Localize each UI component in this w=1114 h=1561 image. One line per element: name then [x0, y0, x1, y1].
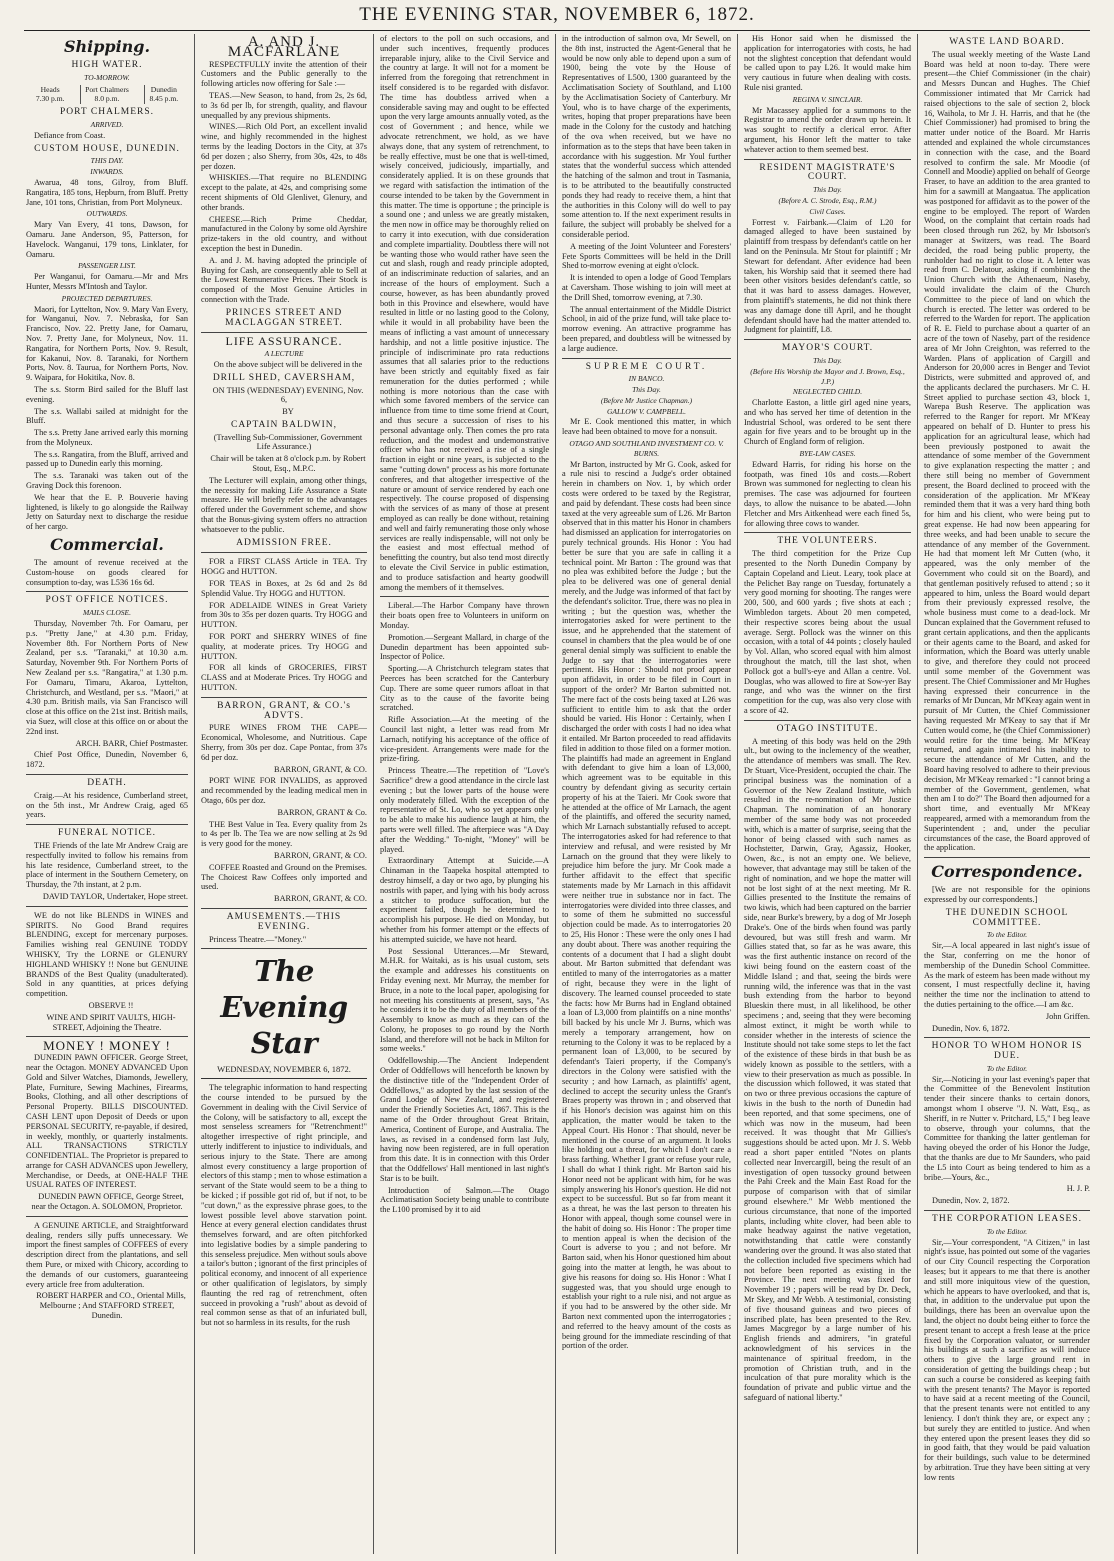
cape-signature: BARRON, GRANT, & CO.: [274, 764, 367, 774]
byelaw-label: BYE-LAW CASES.: [799, 449, 856, 459]
death-heading: DEATH.: [87, 778, 127, 788]
princes-street-label: PRINCES STREET AND MACLAGGAN STREET.: [225, 307, 343, 328]
post-office-date: Chief Post Office, Dunedin, November 6, 1872.: [26, 750, 188, 770]
tea-signature: BARRON, GRANT, & CO.: [274, 850, 367, 860]
port-chalmers-heading: PORT CHALMERS.: [59, 107, 155, 118]
rm-court-heading: RESIDENT MAGISTRATE'S COURT.: [759, 162, 896, 183]
divider: [201, 552, 367, 553]
drill-shed-label: DRILL SHED, CAVERSHAM,: [212, 372, 356, 383]
mayors-court-heading: MAYOR'S COURT.: [781, 343, 874, 354]
case-text: Mr Macassey applied for a summons to the Registrar to amend the order drawn up herein. It was sought to rectify a clerical error. After argument, his Honor left the matter to take whatever action to them seemed best.: [744, 105, 911, 154]
waste-land-heading: WASTE LAND BOARD.: [949, 37, 1065, 47]
otago-institute-heading: OTAGO INSTITUTE.: [776, 723, 879, 734]
coffee-advert: COFFEE Roasted and Ground on the Premises. The Choicest Raw Coffees only imported and used.: [201, 862, 367, 892]
masthead-rule: [24, 30, 1090, 31]
masthead: THE EVENING STAR, NOVEMBER 6, 1872.: [359, 4, 755, 25]
money-heading: MONEY ! MONEY !: [43, 1038, 171, 1054]
column-2: [201, 34, 367, 1554]
shipping-news: We hear that the E. P. Bouverie having lightened, is likely to go alongside the Railway Jetty on Saturday next to discharge the residue of her cargo.: [26, 492, 188, 532]
this-day-label: This Day.: [813, 185, 842, 195]
death-text: Craig.—At his residence, Cumberland street, on the 5th inst., Mr Andrew Craig, aged 65 years.: [26, 790, 188, 820]
post-office-signature: ARCH. BARR, Chief Postmaster.: [75, 738, 188, 748]
to-editor-label: To the Editor.: [986, 1063, 1028, 1073]
column-divider: [555, 34, 556, 1554]
shipping-news: The s.s. Rangatira, from the Bluff, arrived and passed up to Dunedin early this morning.: [26, 449, 188, 469]
shipping-news: The s.s. Storm Bird sailed for the Bluff last evening.: [26, 384, 188, 404]
pawn-advert: DUNEDIN PAWN OFFICER. George Street, near the Octagon. MONEY ADVANCED Upon Gold and Silver Watches, Diamonds, Jewellery, Plate, Furniture, Sewing Machines, Firearms, Books, Clothing, and all other descriptions of Personal Property. BILLS DISCOUNTED. CASH LENT upon Deposit of Deeds or upon PERSONAL SECURITY, re-payable, if desired, in weekly, monthly, or quarterly instalments. ALL TRANSACTIONS STRICTLY CONFIDENTIAL. The Proprietor is prepared to arrange for CASH ADVANCES upon Jewellery, Merchandise, or Deeds, at ONE-HALF THE USUAL RATES OF INTEREST.: [26, 1053, 188, 1190]
local-news: Sporting.—A Christchurch telegram states that Peerces has been scratched for the Canterbury Cup. There are some queer rumors afloat in that City as to the cause of the favorite being scratched.: [380, 664, 549, 713]
case-title: OTAGO AND SOUTHLAND INVESTMENT CO. V. BURNS.: [569, 439, 724, 458]
leader-continued: of electors to the poll on such occasions, and under such incentives, frequently produces irreparable injury, alike to the Civil Service and the country at large. It will not for a moment be inferred from the foregoing that retrenchment in itself considered is to be regarded with disfavor. The time has doubtless arrived when a considerable saving may and ought to be effected upon the very large amounts annually voted, as the cost of Government ; and hence, while we advocate retrenchment, we hold, as we have always done, that any system of retrenchment, to be really effective, must be one that is well-timed, wisely conceived, judiciously, impartially, and considerately applied. It is on these grounds that we regard with satisfaction the intimation of the course intended to be taken by the Government in this matter. The time is opportune ; the principle is a sound one ; and unless we are greatly mistaken, the men now in office may be thoroughly relied on to carry it into execution, with due consideration and complete impartiality. Doubtless there will not be wanting those who would rather have seen the cut and slash, rough and ready principle adopted, of an indiscriminate reduction of salaries, and an increase of the hours of employment. Such a course, however, as has been abundantly proved both in this Province and elsewhere, would have resulted in little or no lasting good to the Colony, while it would in all probability have been the means of inflicting a vast amount of unnecessary hardship, and not a little positive injustice. The principle of indiscriminate pro rata reductions assumes that all salaries prior to the reductions have been strictly and equitably fixed as fair remuneration for the duties performed ; while nothing is more notorious than the case with which some favored members of the service can influence from time to time some friend at Court, and thus secure a succession of rises to his personal advantage only. Then comes the pro rata reduction, and the modest and undemonstrative officer who has not received a rise of a single fraction in eight or nine years, is subjected to the same "cutting down" process as his more fortunate confreres, and that altogether irrespective of the nature or amount of service rendered by each one respectively. The course proposed of dispensing with the services of as many of those at present employed as can really be done without, retaining and well and fairly remunerating those only whose services are really indispensable, will not only be the easiest and most effectual method of benefitting the country, but also tend most directly to elevate the Civil Service in public estimation, and to produce satisfaction and hearty goodwill among the members of it themselves.: [380, 34, 549, 592]
shipping-heading: Shipping.: [63, 37, 151, 56]
case-title: GALLOW V. CAMPBELL.: [606, 406, 687, 416]
tide-table: [26, 85, 188, 105]
high-water-heading: HIGH WATER.: [71, 60, 143, 70]
commercial-text: The amount of revenue received at the Custom-house on goods cleared for consumption to-day, was L536 16s 6d.: [26, 558, 188, 587]
correspondence-heading: Correspondence.: [931, 862, 1083, 882]
post-office-text: Thursday, November 7th. For Oamaru, per p.s. "Pretty Jane," at 4.30 p.m. Friday, November 8th. For Northern Ports of New Zealand, per s.s. "Taranaki," at 10.30 a.m. Saturday, November 9th. For Northern Ports of New Zealand per s.s. "Rangatira," at 1.30 p.m. For Oamaru, Timaru, Akaroa, Lyttelton, Christchurch, and Westland, per s.s. "Maori," at 4.30 p.m. British mails, via San Francisco will close at this office on the 21st inst. British mails, via Suez, will close at this office on or about the 22nd inst.: [26, 619, 188, 736]
column-3: [380, 34, 549, 1554]
civil-text: Forrest v. Fairbank.—Claim of L20 for damaged alleged to have been sustained by plaintiff from trespass by defendant's cattle on her land on the Peninsula. Mr Stout for plaintiff ; Mr Stewart for defendant. After evidence had been taken, his Worship said that it seemed there had been other visitors besides defendant's cattle, so that it was hard to assess damages. However, from plaintiff's statements, he did not think there was any damage done till April, and he thought defendant should have had the matter attended to. Judgment for plaintiff, L8.: [744, 217, 911, 335]
local-news: Introduction of Salmon.—The Otago Acclimatisation Society being unable to contribute the L100 promised by it to aid: [380, 1185, 549, 1215]
supreme-court-heading: SUPREME COURT.: [585, 361, 708, 372]
case-text: Mr E. Cook mentioned this matter, in which leave had been obtained to move for a nonsuit.: [562, 417, 731, 437]
divider: [924, 857, 1090, 858]
admission-label: ADMISSION FREE.: [236, 537, 332, 548]
divider: [562, 358, 731, 359]
neglected-label: NEGLECTED CHILD.: [792, 387, 863, 397]
case-text: Mr Barton, instructed by Mr G. Cook, asked for a rule nisi to rescind a Judge's order obtained herein in chambers on Nov. 1, by which order costs were ordered to be taxed by the Registrar, and paid by defendant. These costs had been since taxed at the very agreeable sum of L26. Mr Barton observed that in this matter his Honor in chambers had dismissed an application for interrogatories on purely technical grounds. His Honor : You had better be sure that you are safe in calling it a technical point. Mr Barton : The ground was that no plea was exhibited before the Judge ; but the plea to be delivered was one of general denial merely, and the Judge was informed of that fact by the defendant's solicitor. True, there was no plea in writing ; but the question was, whether the interrogatories asked for were pertinent to the issue, and he apprehended that the statement of counsel in chambers that the plea would be of one general denial simply was sufficient to enable the Judge to say that the interrogatories were pertinent. His Honor : Should not proof appear upon affidavit, in order to be filed in Court in support of the order? Mr Barton submitted not. The mere fact of the costs being taxed at L26 was sufficient to entitle him to ask that the order should be varied. His Honor : Certainly, when I discharged the order with costs I had no idea what it entailed. Mr Barton proceeded to read affidavits filed in addition to those filed on a former motion. The plaintiffs had made an agreement in England with defendant to give him a loan of L3,000, which agreement was to be equitable in this country by defendant giving as security certain property of his at the Taieri. Mr Cook swore that he attended at the office of Mr Larnach, the agent of the plaintiffs, and offered the security named, which Mr Larnach substantially refused to accept. The interrogatories asked for had reference to that interview and refusal, and were resisted by Mr Larnach on the ground that they were likely to prejudice him before the jury. Mr Cook made a further affidavit to the effect that specific statements made by Mr Larnach in this affidavit were neither true in substance nor in fact. The interrogatories were divided into three classes, and to some of them he submitted no successful objection could be made. As to interrogatories 20 to 25, His Honor : These were the only ones I had any doubt about. There was another requiring the contents of a document that I had a slight doubt about. Mr Barton submitted that defendant was entitled to many of the interrogatories as a matter of right, because they were in the light of discovery. The learned counsel proceeded to state the facts: how Mr Burns had in England obtained a loan of L3,000 from plaintiffs on a nine months' bill backed by his uncle Mr J. Burns, which was merely a temporary arrangement, how on returning to the Colony it was to be replaced by a permanent loan of L3,000, to be secured by defendant's Taieri property, if the Company's directors in the Colony were satisfied with the security ; and how Larnach, as plaintiffs' agent, declined to accept the security unless the Grant's Braes property was thrown in ; and observed that if his Honor's decision was against him on this application, the matter would be taken to the Appeal Court. His Honor : That should, never be mentioned in the course of an argument. It looks like holding out a threat, for which I don't care a brass farthing. Whether I grant or refuse your rule, I shall do what I think right. Mr Barton said his Honor need not be applicant with him, for he was simply answering his Honor's question. He did not expect to be successful. But so far from meant it as a threat, he was the last person to threaten his Honor with appeal, though some counsel were in the habit of doing so. His Honor : The proper time to mention appeal is when the decision of the Court is adverse to you ; and not before. Mr Barton said, when his Honor questioned him about going into the matter at length, he was about to give his reasons for doing so. His Honor : What I suggested was, that you should urge enough to establish your right to a rule nisi, and not argue as if you had to be answered by the other side. Mr Barton next commented upon the interrogatories ; and referred to the heavy amount of the costs as being ground for the immediate rescinding of that portion of the order.: [562, 459, 731, 1351]
tide-cell: Heads 7.30 p.m.: [35, 84, 65, 104]
correspondence-note: [We are not responsible for the opinions expressed by our correspondents.]: [924, 885, 1090, 904]
divider: [26, 906, 188, 907]
funeral-heading: FUNERAL NOTICE.: [57, 828, 157, 839]
outwards-label: OUTWARDS.: [86, 209, 128, 219]
letter-heading: THE CORPORATION LEASES.: [932, 1214, 1082, 1225]
local-news: Post Sessional Utterances.—Mr Steward, M.H.R. for Waitaki, as is his usual custom, sets the example and addresses his constituents on Friday evening next. Mr Murray, the member for Bruce, in a note to the local paper, apologising for not meeting his constituents at present, says, "As he considers it to be the duty of all members of the Assembly to know as much as they can of the Colony, he proposes to go round by the North Island, and therefore will not be back in Milton for some weeks.": [380, 946, 549, 1054]
amusements-heading: AMUSEMENTS.—THIS EVENING.: [226, 911, 342, 932]
column-divider: [737, 34, 738, 1554]
blends-advert: WE do not like BLENDS in WINES and SPIRITS. No Good Brand requires BLENDING, except for mercenary purposes. Families wishing real GENUINE TODDY WHISKY, Try the LORNE or GLENURY HIGHLAND WHISKY !! None but GENUINE BRANDS of the Best Quality (unadulterated). Sold in any quantities, at prices defying competition.: [26, 910, 188, 999]
divider: [744, 720, 911, 721]
letter-text: Sir,—A local appeared in last night's issue of the Star, conferring on me the honor of membership of the Dunedin School Committee. As the mark of esteem has been made without my consent, I must respectfully decline it, having neither the time nor the inclination to attend to the duties pertaining to the office.—I am &c.: [924, 941, 1090, 1009]
before-label: (Before His Worship the Mayor and J. Brown, Esq., J.P.): [750, 366, 905, 386]
otago-institute-text: A meeting of this body was held on the 29th ult., but owing to the inclemency of the weather, the attendance of members was small. The Rev. Dr Stuart, Vice-President, occupied the chair. The principal business was the nomination of a Governor of the New Zealand Institute, which resulted in the re-nomination of Mr Justice Chapman. The nomination of an honorary member of the same body was not proceeded with, which is a matter of surprise, seeing that the honor of being classed with such names as Hochstetter, Darwin, Gray, Agassiz, Hooker, Owen, &c., is not an empty one. We believe, however, that advantage may still be taken of the right of nomination, and we hope the matter will not be lost sight of at the next meeting. Mr R. Gillies presented to the Institute the remains of two kiwis, which had been captured on the barrier side, near Burke's brewery, by a dog of Mr Joseph Drake's. One of the birds when found was partly devoured, but was still fresh and warm. Mr Gillies stated that, so far as he was aware, this was the first authentic instance on record of the kiwi being found on the eastern coast of the Middle Island ; and that, seeing the birds were running wild, the inference was that in the vast bush extending from the harbor to beyond Blueskin there must, in all likelihood, be other specimens ; and, seeing that they were becoming almost extinct, it might be worth while to consider whether in the interests of science the Institute should not take some steps to let the fact of the existence of these birds in that bush be as widely known as possible to the settlers, with a view to their preservation as much as possible. In the discussion which followed, it was stated that on two or three previous occasions the capture of kiwis in the bush to the north of Dunedin had been reported, and that some specimens, one of which was now in the museum, had been received. It was thought that Mr Gillies's suggestions should be acted upon. Mr J. S. Webb read a short paper entitled "Notes on plants collected near Invercargill, being the result of an investigation of open tussocky ground between the Pahi Creek and the Main East Road for the purpose of comparison with that of similar ground elsewhere." Mr Webb mentioned the curious circumstance, that none of the imported plants, including white clover, had been able to make headway against the native vegetation, notwithstanding that cattle were constantly wandering over the ground. It was also stated that the collection included five specimens which had not before been reported as existing in the Province. The next meeting was fixed for November 19 ; papers will be read by Dr. Deck, Mr Skey, and Mr Webb. A testimonial, consisting of five thousand guineas and two pieces of inscribed plate, has been presented to the Rev. James Macgregor by a large number of his English friends and admirers, "in grateful acknowledgment of his services in the maintenance of spiritual freedom, in the promotion of Christian truth, and in the inculcation of that pure morality which is the foundation of private and public virtue and the safeguard of national liberty.": [744, 736, 911, 1402]
letter-heading: HONOR TO WHOM HONOR IS DUE.: [931, 1041, 1083, 1062]
local-news: Oddfellowship.—The Ancient Independent Order of Oddfellows will henceforth be known by the distinctive title of the "Independent Order of Oddfellows," as adopted by the last session of the Grand Lodge of New Zealand, and registered under the Friendly Societies Act, 1867. This is the name of the Order throughout Great Britain, America, Continent of Europe, and Australia. The laws, as revised in a condensed form last July, having now been registered, are in full operation from this date. It is in connection with this Order that the Oddfellows' Hall mentioned in last night's Star is to be built.: [380, 1056, 549, 1183]
passenger-label: PASSENGER LIST.: [78, 261, 136, 271]
middle-district-text: The annual entertainment of the Middle District School, in aid of the prize fund, will take place to-morrow evening. An attractive programme has been prepared, and doubtless will be witnessed by a large audience.: [562, 304, 731, 353]
by-label: BY: [282, 407, 294, 417]
barron-heading: BARRON, GRANT, & CO.'s ADVTS.: [217, 700, 351, 721]
divider: [201, 332, 367, 333]
letter-heading: THE DUNEDIN SCHOOL COMMITTEE.: [945, 907, 1069, 928]
hogg-hutton-advert: FOR a FIRST CLASS Article in TEA. Try HOGG and HUTTON.: [201, 557, 367, 577]
coffee-signature: BARRON, GRANT, & CO.: [274, 894, 367, 904]
chair-text: Chair will be taken at 8 o'clock p.m. by Robert Stout, Esq., M.P.C.: [210, 454, 366, 474]
waste-land-text: The usual weekly meeting of the Waste Land Board was held at noon to-day. There were present—the Chief Commissioner (in the chair) and Messrs Duncan and Hughes. The Chief Commissioner intimated that Mr Carrick had raised objections to the sale of section 2, block 16, Waihola, to Mr J. H. Harris, and that he (the Chief Commissioner) had promised to bring the matter under notice of the Board. Mr Harris attended and explained the whole circumstances in connection with the case, and the Board resolved to confirm the sale. Mr Moodie (of Connell and Moodie) applied on behalf of George Fraser, to have an addition to the area granted to him for a sawmill at Mangaatua. The application was postponed for affidavit as to the power of the engine to be employed. The report of Warden Wood, on the complaint that certain roads had been closed through run 262, by Mr Isbotson's manager at Switzers, was read. The Board decided, the road being public property, the runholder had no right to close it. A letter was read from C. Delatour, asking if combining the Union Church with the Athenaeum, Naseby, would invalidate the claim of the Church Committee to the piece of land on which the church is erected. The letter was ordered to be referred to the Warden for report. The application of R. E. Field to purchase about a quarter of an acre of the town of Naseby, part of the residence area of Mr John Creighton, was referred to the Warden. Plans of application of Cargill and Anderson for 20,000 acres in Benger and Teviot Districts, were submitted and approved of, and the applicants declared the purchasers. Mr C. H. Street applied to purchase section 43, block 1, Warepa Bush Reserve. The application was referred to the Ranger for report. Mr M'Keay appeared on behalf of D. Hunter to press his application for an agricultural lease, which had been previously postponed to await the attendance of some member of the Government to give explanation respecting the matter ; and there still being no member of Government present, the Board declined to proceed with the consideration of the application. Mr M'Keay reminded them that it was a very hard thing both for him and his client, who were being put to great expense. He had now been appearing for three weeks, and had been unable to secure the attendance of any member of the Government. He had that moment left Mr Cutten (who, it appeared, was the only member of the Government who could sit on the Board), and that gentleman positively refused to attend ; so it appeared to him, unless the Board would depart from their previously expressed resolve, the whole business must come to a dead-lock. Mr Duncan explained that the Government refused to grant certain applications, and then the applicants or their agents came to the Board, and asked for information, which the Board was utterly unable to give, and therefore they could not proceed until some member of the Government was present. The Chief Commissioner and Mr Hughes having expressed their concurrence in the remarks of Mr Duncan, Mr M'Keay again went in pursuit of Mr Cutten, the Chief Commissioner having requested Mr M'Keay to say that if Mr Cutten would come, he (the Chief Commissioner) would retire for the time being. Mr M'Keay returned, and again intimated his inability to secure the attendance of Mr Cutten, and the Board having resolved to adhere to their previous decision, Mr M'Keay remarked : "I cannot bring a member of the Government, gentlemen, what then am I to do?" The Board then adjourned for a short time, and eventually Mr M'Keay reappeared, armed with a memorandum from the Superintendent ; and, under the peculiar circumstances of the case, the Board approved of the application.: [924, 49, 1090, 853]
projected-label: PROJECTED DEPARTURES.: [61, 293, 153, 303]
divider: [744, 532, 911, 533]
this-day-label: This Day.: [632, 385, 661, 395]
divider: [201, 908, 367, 909]
leader-text: The telegraphic information to hand respecting the course intended to be pursued by the Government in dealing with the Civil Service of the Colony, will be satisfactory to all, except the most senseless screamers for "Retrenchment!" altogether irrespective of right principle, and utterly indifferent to injustice to individuals, and serious injury to the State. There are among almost every constituency a large proportion of electors of this stamp ; men to whose estimation a servant of the State would seem to be a thing to be kicked ; if possible got rid of, but if not, to be "cut down," as the expressive phrase goes, to the lowest possible level above starvation point. Hence at every general election candidates thrust themselves forward, and are often pitchforked into legislative bodies by a simple pandering to this senseless prejudice. Men without souls above a tailor's button ; ignorant of the first principles of political economy, and innocent of all experience or other qualification of legislators, by simply flaunting the red rag of retrenchment, often succeed in provoking a "rush" about as devoid of real common sense as that of an infuriated bull, but not so harmless in its results, for the rush: [201, 1083, 367, 1328]
tomorrow-label: TO-MORROW.: [84, 72, 130, 82]
post-office-heading: POST OFFICE NOTICES.: [45, 595, 169, 606]
hogg-hutton-advert: FOR ADELAIDE WINES in Great Variety from 30s to 35s per dozen quarts. Try HOGG and HUTTON.: [201, 600, 367, 630]
arrived-text: Defiance from Coast.: [34, 130, 106, 140]
outwards-text: Mary Van Every, 41 tons, Dawson, for Oamaru. Jane Anderson, 95, Patterson, for Havelock. Wanganui, 179 tons, Linklater, for Oamaru.: [26, 220, 188, 259]
column-5: [744, 34, 911, 1554]
divider: [744, 339, 911, 340]
paper-date: WEDNESDAY, NOVEMBER 6, 1872.: [201, 1065, 367, 1079]
paper-name: The Evening Star: [220, 954, 348, 1061]
volunteers-heading: THE VOLUNTEERS.: [777, 536, 878, 547]
inwards-text: Awarua, 48 tons, Gilroy, from Bluff. Rangatira, 185 tons, Hepburn, from Bluff. Pretty Jane, 101 tons, Christian, from Port Molyneux.: [26, 177, 188, 207]
whiskies-item: WHISKIES.—That require no BLENDING except to the palate, at 42s, and comprising some recent shipments of Old Glenlivet, Glenury, and other brands.: [201, 173, 367, 212]
divider: [26, 1216, 188, 1217]
local-news: Liberal.—The Harbor Company have thrown their boats open free to Volunteers in uniform on Monday.: [380, 601, 549, 631]
letter-date: Dunedin, Nov. 2, 1872.: [932, 1196, 1010, 1206]
divider: [380, 596, 549, 597]
divider: [26, 774, 188, 775]
customs-heading: CUSTOM HOUSE, DUNEDIN.: [34, 143, 180, 154]
shipping-news: The s.s. Wallabi sailed at midnight for the Bluff.: [26, 406, 188, 426]
civil-cases-label: Civil Cases.: [809, 206, 846, 216]
column-6: [924, 34, 1090, 1554]
divider: [924, 1037, 1090, 1038]
life-assurance-heading: LIFE ASSURANCE.: [225, 334, 343, 349]
macfarlane-heading: A. AND J. MACFARLANE: [227, 34, 341, 60]
hogg-hutton-advert: FOR PORT and SHERRY WINES of fine quality, at moderate prices. Try HOGG and HUTTON.: [201, 632, 367, 661]
commercial-heading: Commercial.: [50, 535, 164, 555]
column-1: [26, 34, 188, 1554]
local-news: Rifle Association.—At the meeting of the Council last night, a letter was read from Mr Larnach, notifying his acceptance of the office of vice-president. Arrangements were made for the prize-firing.: [380, 715, 549, 764]
port-signature: BARRON, GRANT & Co.: [277, 807, 367, 817]
local-news: Promotion.—Sergeant Mallard, in charge of the Dunedin department has been appointed sub-Inspector of Police.: [380, 632, 549, 662]
letter-signature: John Griffen.: [1045, 1011, 1090, 1021]
lodge-text: It is intended to open a lodge of Good Templars at Caversham. Those wishing to join will meet at the Drill Shed, tomorrow evening, at 7.30.: [562, 273, 731, 302]
volunteers-text: The third competition for the Prize Cup presented to the North Dunedin Company by Captain Copeland and Lieut. Leary, took place at the Pelichet Bay range on Tuesday, fortunately a very good morning for shooting. The ranges were 200, 500, and 600 yards ; five shots at each ; Wimbledon targets. About 20 men competed, their respective scores being about the usual average. Sergt. Pollock was the winner on this occasion, with a total of 44 points ; closely hauled by Vol. Allan, who scored equal with him almost throughout the match, till the last shot, when Pollock got a bull's-eye and Allan a centre. Vol. Douglas, who was allowed to fire at Sow-yer Bay range, and who was the winner on the first competition for the cup, was also very close with a score of 42.: [744, 549, 911, 715]
divider: [26, 591, 188, 592]
pawn-signature: DUNEDIN PAWN OFFICE, George Street, near the Octagon. A. SOLOMON, Proprietor.: [31, 1192, 184, 1212]
inwards-label: INWARDS.: [90, 167, 124, 177]
before-label: (Before Mr Justice Chapman.): [600, 395, 693, 405]
projected-text: Maori, for Lyttelton, Nov. 9. Mary Van Every, for Wanganui, Nov. 7. Nebraska, for San Francisco, Nov. 22. Pretty Jane, for Oamaru, Nov. 7. Pretty Jane, for Molyneux, Nov. 11. Rangatira, for Northern Ports, Nov. 9. Result, for Kakanui, Nov. 8. Taranaki, for Northern Ports, Nov. 8. Taurua, for Northern Ports, Nov. 9. Waipara, for Hokitika, Nov. 8.: [26, 304, 188, 383]
to-editor-label: To the Editor.: [986, 930, 1028, 940]
lecture-text: On the above subject will be delivered in the: [213, 359, 363, 369]
divider: [26, 1036, 188, 1037]
port-advert: PORT WINE FOR INVALIDS, as approved and recommended by the leading medical men in Otago, 60s per doz.: [201, 776, 367, 805]
divider: [924, 1210, 1090, 1211]
teas-item: TEAS.—New Season, to hand, from 2s, 2s 6d, to 3s 6d per lb, for strength, quality, and flavour unequalled by any previous shipments.: [201, 90, 367, 120]
arrived-label: ARRIVED.: [90, 119, 124, 129]
divider: [744, 159, 911, 160]
letter-text: Sir,—Noticing in your last evening's paper that the Committee of the Benevolent Institution tender their sincere thanks to certain donors, amongst whom I observe "J. N. Watt, Esq., as Sheriff, in re Nutter v. Pritchard, L5," I beg leave to observe, through your columns, that the Committee for thanking the latter gentleman for having obeyed the order of his Honor the Judge, that the thanks are due to Mr Saunders, who paid the L5 into Court as being tendered to him as a bribe.—Yours, &c.,: [924, 1074, 1090, 1182]
column-divider: [917, 34, 918, 1554]
macfarlane-text: RESPECTFULLY invite the attention of their Customers and the Public generally to the following articles now offering for Sale :—: [201, 59, 367, 89]
hogg-hutton-advert: FOR TEAS in Boxes, at 2s 6d and 2s 8d Splendid Value. Try HOGG and HUTTON.: [201, 579, 367, 598]
court-text: His Honor said when he dismissed the application for interrogatories with costs, he had not the slightest conception that defendant would be called upon to pay L26. It would make him very cautious in future when dealing with costs. Rule nisi granted.: [744, 34, 911, 92]
neglected-text: Charlotte Easton, a little girl aged nine years, and who has served her time of detention in the Industrial School, was ordered to be sent there again for five years and to be brought up in the Church of England form of religion.: [744, 398, 911, 447]
mails-close-label: MAILS CLOSE.: [83, 608, 131, 618]
byelaw-text: Edward Harris, for riding his horse on the footpath, was fined 10s and costs.—Robert Brown was summoned for neglecting to clean his premises. The case was adjourned for fourteen days, to allow the nuisance to be abated.—John Fletcher and Mrs Aitkenhead were each fined 5s, for allowing three cows to wander.: [744, 459, 911, 528]
letter-date: Dunedin, Nov. 6, 1872.: [932, 1023, 1010, 1033]
before-label: (Before A. C. Strode, Esq., R.M.): [778, 195, 877, 205]
macfarlane-more: A. and J. M. having adopted the principle of Buying for Cash, are consequently able to Sell at the Lowest Remunerative Prices. Their Stock is composed of the Most Genuine Articles in connection with the Trade.: [201, 255, 367, 304]
letter-text: Sir,—Your correspondent, "A Citizen," in last night's issue, has pointed out some of the vagaries of our City Council respecting the Corporation leases; but it appears to me that there is another and still more iniquitous view of the question, which he appears to have overlooked, and that is, that, in addition to the undervalue put upon the buildings, there has been an overvalue upon the land, the object no doubt being either to force the present tenant to accept a fresh lease at the price fixed by the Corporation valuator, or surrender his buildings at such a sacrifice as will induce others to give the large ground rent in consideration of getting the buildings cheap ; but can such a course be considered as keeping faith with the present tenants? The Mayor is reported to have said at a recent meeting of the Council, that the present tenants were not entitled to any leniency. I don't think they are, or expect any ; but surely they are entitled to justice. And when they entered upon the present leases they did so in good faith, that they would be paid valuation for their buildings, such value to be determined by arbitration. True they have been sitting at very low rents: [924, 1237, 1090, 1482]
harper-signature: ROBERT HARPER and CO., Oriental Mills, Melbourne ; And STAFFORD STREET, Dunedin.: [36, 1291, 186, 1321]
shipping-news: The s.s. Pretty Jane arrived early this morning from the Molyneux.: [26, 428, 188, 447]
to-editor-label: To the Editor.: [986, 1226, 1028, 1236]
meeting-text: A meeting of the Joint Volunteer and Foresters' Fete Sports Committees will be held in the Drill Shed to-morrow evening at eight o'clock.: [562, 241, 731, 271]
lecturer-text: The Lecturer will explain, among other things, the necessity for making Life Assurance a State measure. He will briefly refer to the advantages offered under the Government scheme, and show that the Bonus-giving system offers no attraction whatsoever to the public.: [201, 475, 367, 534]
hogg-hutton-advert: FOR all kinds of GROCERIES, FIRST CLASS and at Moderate Prices. Try HOGG and HUTTON.: [201, 663, 367, 693]
in-banco-label: IN BANCO.: [628, 374, 665, 384]
cheese-item: CHEESE.—Rich Prime Cheddar, manufactured in the Colony by some old Ayrshire prize-takers in the old country, and without exception the best in Dunedin.: [201, 214, 367, 253]
divider: [201, 948, 367, 949]
this-day-label: THIS DAY.: [90, 156, 124, 166]
tea-advert: THE Best Value in Tea. Every quality from 2s to 4s per lb. The Tea we are now selling at 2s 9d is very good for the money.: [201, 819, 367, 849]
funeral-signature: DAVID TAYLOR, Undertaker, Hope street.: [42, 891, 188, 901]
divider: [201, 697, 367, 698]
tide-cell: Port Chalmers 8.0 p.m.: [80, 85, 133, 105]
local-news: Princess Theatre.—The repetition of "Love's Sacrifice" drew a good attendance in the circle last evening ; but the lower parts of the house were only moderately filled. With the exception of the representative of St. Lo, who so yet appears only to be able to make his audience laugh at him, the parts were well filled. The afterpiece was "A Day after the Wedding." To-night, "Money" will be played.: [380, 766, 549, 854]
case-title: REGINA V. SINCLAIR.: [792, 94, 863, 104]
vaults-label: WINE AND SPIRIT VAULTS, HIGH-STREET, Adjoining the Theatre.: [46, 1012, 176, 1032]
column-divider: [373, 34, 374, 1554]
captain-sub: (Travelling Sub-Commissioner, Government Life Assurance.): [213, 432, 363, 452]
column-4: [562, 34, 731, 1554]
lecture-label: A LECTURE: [264, 349, 304, 359]
letter-signature: H. J. P.: [1066, 1184, 1090, 1194]
column-divider: [194, 34, 195, 1554]
divider: [26, 824, 188, 825]
tide-cell: Dunedin 8.45 p.m.: [144, 85, 182, 105]
wines-item: WINES.—Rich Old Port, an excellent invalid wine, and highly recommended in the highest terms by the leading Doctors in the City, at 37s 6d per dozen ; also Sherry, from 30s, 42s, to 48s per dozen.: [201, 122, 367, 171]
coffee-advert: A GENUINE ARTICLE, and Straightforward dealing, renders silly puffs unnecessary. We import the finest samples of COFFEES of every description direct from the plantations, and sell them Pure, or mixed with Chicory, according to the demands of our customers, guaranteeing every article free from adulteration.: [26, 1220, 188, 1289]
funeral-text: THE Friends of the late Mr Andrew Craig are respectfully invited to follow his remains from his late residence, Cumberland street, to the place of interment in the Southern Cemetery, on Thursday, the 7th instant, at 2 p.m.: [26, 840, 188, 890]
cape-advert: PURE WINES FROM THE CAPE—Economical, Wholesome, and Nutritious. Cape Sherry, from 30s per doz. Cape Pontac, from 37s 6d per doz.: [201, 723, 367, 762]
observe-label: OBSERVE !!: [88, 1000, 134, 1010]
captain-label: CAPTAIN BALDWIN,: [230, 419, 337, 430]
passenger-text: Per Wanganui, for Oamaru.—Mr and Mrs Hunter, Messrs M'Intosh and Taylor.: [26, 272, 188, 291]
local-news: Extraordinary Attempt at Suicide.—A Chinaman in the Taapeka hospital attempted to destroy himself, a day or two ago, by plunging his nostrils with paper, and lying with his body across a stitcher to produce suffocation, but the experiment failed, though he determined to accomplish his purpose. He died on Monday, but whether from his former attempt or the effects of his attempted suicide, we have not heard.: [380, 856, 549, 944]
this-day-label: This Day.: [813, 355, 842, 365]
shipping-news: The s.s. Taranaki was taken out of the Graving Dock this forenoon.: [26, 471, 188, 491]
princess-theatre: Princess Theatre.—"Money.": [209, 934, 307, 944]
drill-date: ON THIS (WEDNESDAY) EVENING, Nov. 6,: [212, 385, 364, 405]
salmon-text: in the introduction of salmon ova, Mr Sewell, on the 8th inst, instructed the Agent-General that he would be now only able to depend upon a sum of 1900, being the vote by the House of Representatives of L500, 1300 guaranteed by the Acclimatisation Society of Southland, and L100 by the Acclimatisation Society of Canterbury. Mr Youl, who is to have charge of the experiments, writes, hoping that proper preparations have been made in the Colony for the custody and hatching of the ova when received, but we have no information as to the steps that have been taken in accordance with his suggestion. Mr Youl further states that the wonderful success which attended the hatching of the salmon and trout in Tasmania, is to be attributed to the beautifully constructed ponds they had ready to receive them, a hint that the authorities in this Colony will do well to pay some attention to. If the next experiment results in failure, the subject will probably be shelved for a considerable period.: [562, 34, 731, 239]
